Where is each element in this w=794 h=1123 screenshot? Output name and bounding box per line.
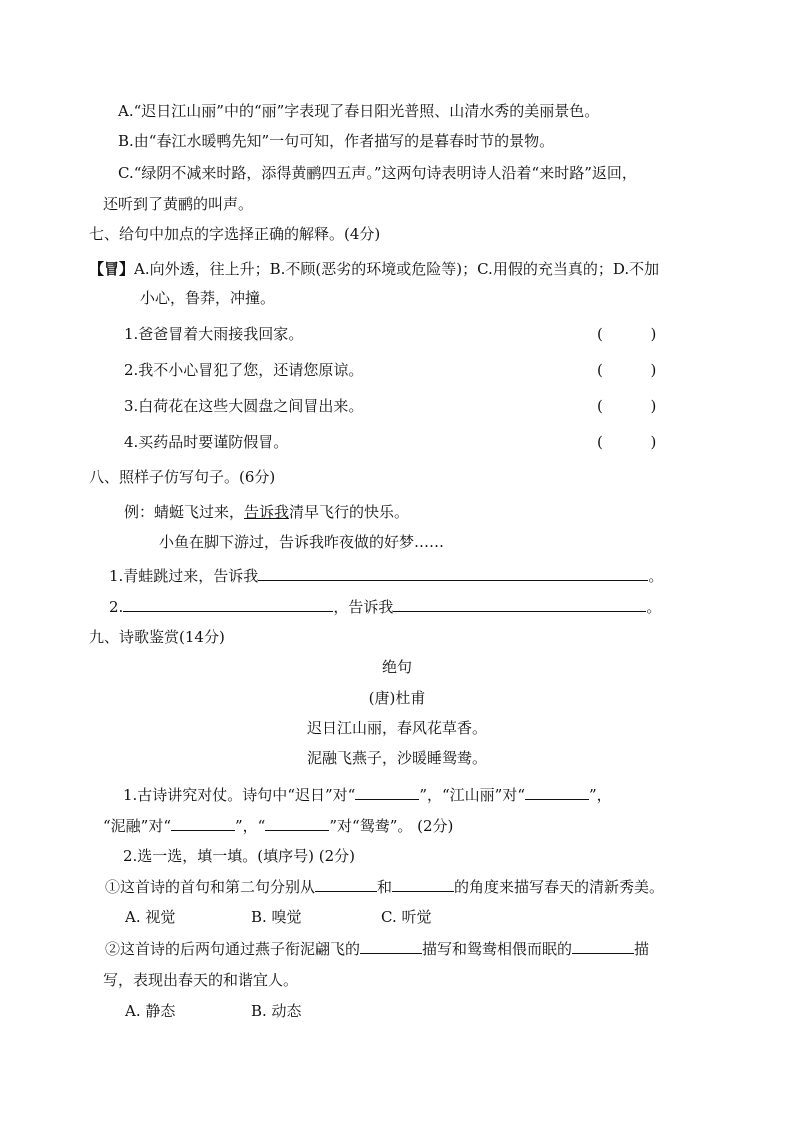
poem-line-1: 迟日江山丽，春风花草香。 xyxy=(306,719,487,737)
q9-sub2-q2-line1 xyxy=(105,938,649,959)
q6-option-b: B.由“春江水暖鸭先知”一句可知，作者描写的是暮春时节的景物。 xyxy=(118,132,555,150)
q9-sub1-blank-3[interactable] xyxy=(171,815,235,831)
poem-title: 绝句 xyxy=(381,658,412,676)
q7-answer-paren-4[interactable]: ( ) xyxy=(597,433,657,451)
q9-sub2-q2-blank-2[interactable] xyxy=(572,938,634,954)
q6-option-c-line1: C.“绿阴不减来时路，添得黄鹂四五声。”这两句诗表明诗人沿着“来时路”返回， xyxy=(118,164,637,182)
q8-item2-blank-1[interactable] xyxy=(123,596,333,612)
q8-example-line1 xyxy=(124,502,409,522)
q9-sub1-blank-1[interactable] xyxy=(355,784,419,800)
q9-sub1-text-c: ”， xyxy=(589,786,612,804)
q7-answer-paren-2[interactable]: ( ) xyxy=(597,361,657,379)
q9-sub2-q2-line2: 写，表现出春天的和谐宜人。 xyxy=(103,971,299,989)
q9-sub2-q1-text-b: 和 xyxy=(377,878,393,896)
q8-item2-end: 。 xyxy=(646,598,662,616)
q8-heading: 八、照样子仿写句子。(6分) xyxy=(89,468,276,486)
q9-sub2-q1-option-c: C. 听觉 xyxy=(381,908,432,926)
q7-definition-line2: 小心，鲁莽，冲撞。 xyxy=(140,289,276,307)
q6-option-c-line2: 还听到了黄鹂的叫声。 xyxy=(103,195,254,213)
q9-sub1-text-e: ”，“ xyxy=(235,817,266,835)
q6-option-a: A.“迟日江山丽”中的“丽”字表现了春日阳光普照、山清水秀的美丽景色。 xyxy=(118,102,600,120)
q7-answer-paren-3[interactable]: ( ) xyxy=(597,397,657,415)
q8-item1-end: 。 xyxy=(648,567,664,585)
q9-sub2-q2-blank-1[interactable] xyxy=(360,938,422,954)
q8-example-suffix: 清早飞行的快乐。 xyxy=(289,503,410,521)
q9-sub2-q1 xyxy=(105,876,664,897)
q8-item1-prefix: 1.青蛙跳过来，告诉我 xyxy=(109,567,259,585)
q9-sub2-q1-text-a: ①这首诗的首句和第二句分别从 xyxy=(105,878,316,896)
q9-sub1-blank-2[interactable] xyxy=(525,784,589,800)
q9-sub2-q1-blank-2[interactable] xyxy=(392,876,454,892)
q7-heading: 七、给句中加点的字选择正确的解释。(4分) xyxy=(89,225,381,243)
q9-sub1-line1 xyxy=(123,784,612,805)
q9-sub1-blank-4[interactable] xyxy=(265,815,329,831)
q9-sub2-q1-option-b: B. 嗅觉 xyxy=(251,908,302,926)
q9-sub2-q2-option-b: B. 动态 xyxy=(251,1002,302,1020)
q8-item-1 xyxy=(109,565,663,586)
q8-item2-blank-2[interactable] xyxy=(393,596,646,612)
q7-def-tag: 【冒】 xyxy=(89,260,135,278)
q8-item-2 xyxy=(109,596,661,617)
q9-sub2-q1-option-a: A. 视觉 xyxy=(125,908,176,926)
q8-item2-mid: ，告诉我 xyxy=(333,598,394,616)
q7-answer-paren-1[interactable]: ( ) xyxy=(597,325,657,343)
q7-item-3: 3.白荷花在这些大圆盘之间冒出来。 xyxy=(124,397,364,415)
q9-sub1-text-f: ”对“鸳鸯”。 (2分) xyxy=(329,817,454,835)
q7-def-text: A.向外透，往上升；B.不顾(恶劣的环境或危险等)；C.用假的充当真的；D.不加 xyxy=(134,260,660,278)
q9-sub2-q1-text-c: 的角度来描写春天的清新秀美。 xyxy=(454,878,665,896)
q8-example-prefix: 例：蜻蜓飞过来， xyxy=(124,503,245,521)
q9-sub1-text-d: “泥融”对“ xyxy=(103,817,172,835)
q8-example-line2: 小鱼在脚下游过，告诉我昨夜做的好梦…… xyxy=(159,533,445,551)
q9-sub2-q2-text-b: 描写和鸳鸯相偎而眠的 xyxy=(422,940,573,958)
q7-item-1: 1.爸爸冒着大雨接我回家。 xyxy=(124,325,304,343)
q7-item-4: 4.买药品时要谨防假冒。 xyxy=(124,433,289,451)
q8-example-underlined: 告诉我 xyxy=(244,503,290,521)
poem-author: (唐)杜甫 xyxy=(368,689,426,707)
q9-sub2-q1-blank-1[interactable] xyxy=(315,876,377,892)
q7-definition-line1 xyxy=(89,259,659,279)
q8-item1-blank[interactable] xyxy=(258,565,648,581)
q8-item2-prefix: 2. xyxy=(109,598,124,616)
q9-sub1-text-b: ”，“江山丽”对“ xyxy=(419,786,526,804)
poem-line-2: 泥融飞燕子，沙暖睡鸳鸯。 xyxy=(306,749,487,767)
q9-sub2-q2-text-c: 描 xyxy=(634,940,650,958)
q9-sub2-q2-text-a: ②这首诗的后两句通过燕子衔泥翩飞的 xyxy=(105,940,361,958)
q9-sub1-text-a: 1.古诗讲究对仗。诗句中“迟日”对“ xyxy=(123,786,356,804)
q9-sub2-q2-option-a: A. 静态 xyxy=(125,1002,176,1020)
q7-item-2: 2.我不小心冒犯了您，还请您原谅。 xyxy=(124,361,364,379)
q9-heading: 九、诗歌鉴赏(14分) xyxy=(89,628,225,646)
q9-sub1-line2 xyxy=(103,815,453,836)
q9-sub2-heading: 2.选一选，填一填。(填序号) (2分) xyxy=(123,847,356,865)
